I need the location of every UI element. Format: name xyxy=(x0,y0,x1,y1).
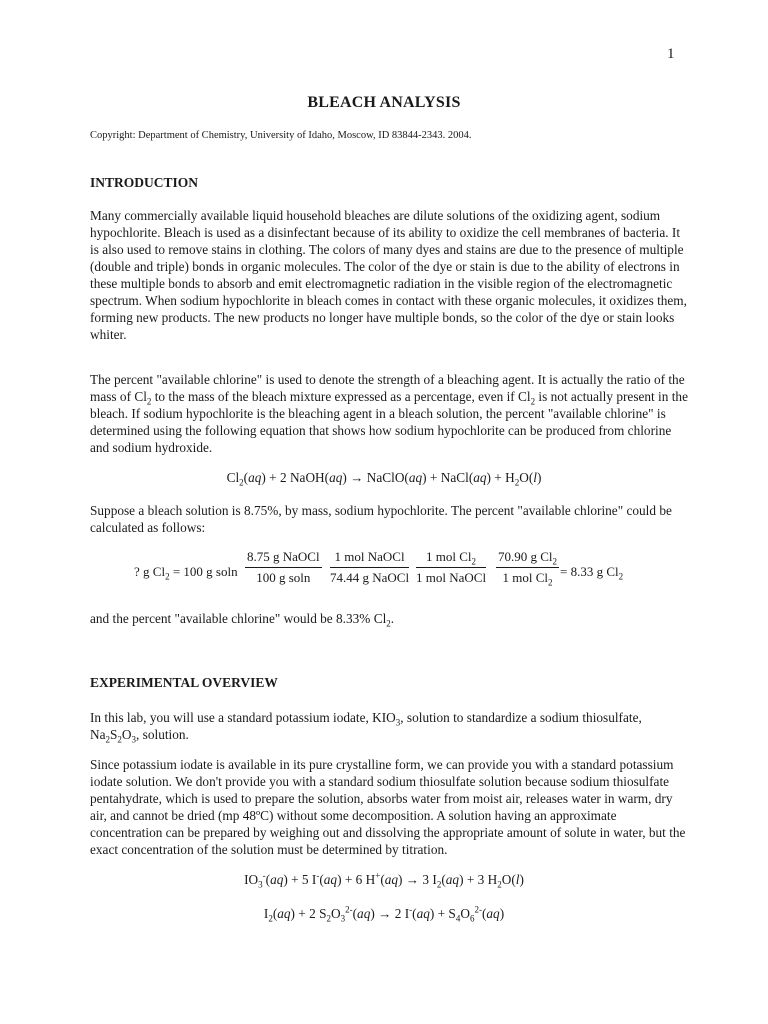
introduction-heading: INTRODUCTION xyxy=(90,175,199,190)
intro-paragraph-3 xyxy=(90,502,690,536)
equation-iodine-thiosulfate: $I_2(aq) + 2$ $S_2O_3^{2-}(aq) \to 2$ $I^-(aq) + S_4O_6^{2-}(aq)$ xyxy=(263,904,505,924)
subscript: 2 xyxy=(146,396,152,407)
equation-iodate-iodide: $IO_3^-(aq) + 5$ I-(aq) + 6 H+(aq) → 3 $I_2(aq) + 3$ $H_2O(l)$ xyxy=(244,870,524,890)
eq-state: aq xyxy=(323,872,338,887)
subscript: 3 xyxy=(131,734,137,745)
subscript: 2 xyxy=(117,734,122,745)
fraction-3-denominator: 1 mol NaOCl xyxy=(416,570,487,585)
superscript: 2- xyxy=(345,904,353,915)
subscript: 2 xyxy=(514,477,520,488)
intro-paragraph-2-text xyxy=(90,371,690,456)
eq-state: aq xyxy=(277,906,291,921)
eq-part: ) xyxy=(519,872,524,887)
subscript: 2 xyxy=(618,571,624,582)
fraction-1 xyxy=(245,549,322,586)
text-run: to the mass of the bleach mixture expressed as a percentage, even if Cl xyxy=(151,389,531,404)
subscript: 2 xyxy=(165,571,170,582)
fraction-2-denominator: 74.44 g NaOCl xyxy=(330,570,410,585)
eq-part: ) + 3 H xyxy=(459,872,498,887)
intro-paragraph-1-text: Many commercially available liquid household bleaches are dilute solutions of the oxidizing agent, sodium hypochlorite. Bleach is used as a disinfectant because of its ability to oxidize the cell membranes of bacteria. It is also used to remove stains in clothing. The colors of many dyes and stains are due to the presence of multiple (double and triple) bonds in organic molecules. The color of the dye or stain is due to the ability of electrons in these multiple bonds to absorb and emit electromagnetic radiation in the visible region of the electromagnetic spectrum. When sodium hypochlorite in bleach comes in contact with these organic molecules, it oxidizes them, forming new products. The new products no longer have multiple bonds, so the color of the dye or stain looks whiter. xyxy=(90,208,687,342)
subscript: 3 xyxy=(258,879,263,890)
text-run: and the percent "available chlorine" would be 8.33% Cl xyxy=(90,611,387,626)
superscript: - xyxy=(409,904,413,915)
calc-lhs-text: ? g Cl xyxy=(134,564,166,579)
calc-result xyxy=(560,564,623,580)
fraction-1-denominator: 100 g soln xyxy=(256,570,311,585)
subscript: 2 xyxy=(239,477,244,488)
eq-part: O( xyxy=(501,872,516,887)
eq-part: ) + S xyxy=(429,906,456,921)
document-title: BLEACH ANALYSIS xyxy=(307,94,461,111)
eq-part: O xyxy=(460,906,470,921)
eq-part: ) → 2 I xyxy=(370,906,410,921)
fraction-4-numerator-text: 70.90 g Cl xyxy=(498,549,553,564)
calc-eq-sign: = 100 g soln xyxy=(169,564,238,579)
fraction-4-denominator xyxy=(496,568,559,586)
exp-paragraph-2-text: Since potassium iodate is available in its pure crystalline form, we can provide you with a standard potassium iodate solution. We don't provide you with a standard sodium thiosulfate solution because sodium thiosulfate pentahydrate, which is used to prepare the solution, absorbs water from moist air, releases water in warm, dry air, and cannot be dried (mp 48ºC) without some decomposition. A solution having an approximate concentration can be prepared by weighing out and dissolving the appropriate amount of solute in water, but the exact concentration of the solution must be determined by titration. xyxy=(90,757,686,857)
subscript: 2 xyxy=(548,577,553,588)
eq-state: aq xyxy=(329,470,343,485)
fraction-4-numerator xyxy=(496,549,559,568)
calc-lhs xyxy=(134,564,238,580)
fraction-2-numerator: 1 mol NaOCl xyxy=(330,549,409,568)
eq-part: ) → 3 I xyxy=(398,872,437,887)
exp-paragraph-1-text xyxy=(90,709,690,743)
eq-state: aq xyxy=(486,906,500,921)
text-run: , solution. xyxy=(136,727,189,742)
eq-state: aq xyxy=(445,872,460,887)
eq-part: ) + NaCl( xyxy=(422,470,474,485)
fraction-2 xyxy=(330,549,409,586)
eq-state: aq xyxy=(384,872,399,887)
page-number: 1 xyxy=(667,46,675,62)
subscript: 3 xyxy=(395,717,401,728)
eq-state: aq xyxy=(408,470,423,485)
intro-paragraph-2 xyxy=(90,371,690,456)
eq-part: O xyxy=(331,906,341,921)
text-run: . xyxy=(390,611,395,626)
superscript: 2- xyxy=(474,904,482,915)
fraction-3-numerator xyxy=(416,549,486,568)
text-run: is not actually present in the bleach. If sodium hypochlorite is the bleaching agent in a bleach solution, the percent "available chlorine" is determined using the following equation that shows how sodium hypochlorite can be produced from chlorine and sodium hydroxide. xyxy=(90,389,688,455)
eq-part: ) + 5 I xyxy=(283,872,317,887)
eq-part: ) + 2 S xyxy=(290,906,327,921)
intro-paragraph-1 xyxy=(90,207,690,343)
eq-state: aq xyxy=(248,470,262,485)
copyright-line: Copyright: Department of Chemistry, University of Idaho, Moscow, ID 83844-2343. 2004. xyxy=(90,130,472,141)
intro-paragraph-3-text: Suppose a bleach solution is 8.75%, by mass, sodium hypochlorite. The percent "available chlorine" could be calculated as follows: xyxy=(90,503,672,535)
subscript: 6 xyxy=(469,913,475,924)
exp-paragraph-2 xyxy=(90,756,690,858)
eq-part: ) + 6 H xyxy=(337,872,376,887)
eq-state: aq xyxy=(357,906,371,921)
superscript: + xyxy=(375,870,381,881)
eq-part: ) xyxy=(499,906,505,921)
subscript: 2 xyxy=(386,618,391,629)
subscript: 2 xyxy=(552,556,558,567)
eq-part: O( xyxy=(519,470,534,485)
eq-state: aq xyxy=(270,872,284,887)
eq-part: IO xyxy=(244,872,259,887)
subscript: 2 xyxy=(326,913,331,924)
eq-state: aq xyxy=(473,470,487,485)
subscript: 2 xyxy=(436,879,442,890)
equation-chlorine-naoh: $Cl_2(aq) + 2$ NaOH(aq) → NaClO(aq) + NaCl(aq) + $H_2O(l)$ xyxy=(226,470,542,488)
exp-paragraph-1 xyxy=(90,709,690,743)
subscript: 2 xyxy=(471,556,477,567)
subscript: 4 xyxy=(455,913,461,924)
calc-result-text: = 8.33 g Cl xyxy=(560,564,619,579)
fraction-3 xyxy=(416,549,486,586)
subscript: 2 xyxy=(105,734,111,745)
text-run: S xyxy=(110,727,118,742)
eq-part: ) + 2 NaOH( xyxy=(261,470,330,485)
eq-part: Cl xyxy=(226,470,240,485)
eq-state: l xyxy=(515,872,520,887)
subscript: 2 xyxy=(530,396,536,407)
intro-paragraph-4 xyxy=(90,610,690,627)
eq-part: ) + H xyxy=(486,470,515,485)
superscript: - xyxy=(316,870,320,881)
subscript: 2 xyxy=(497,879,502,890)
text-run: , solution to standardize a sodium thiosulfate, Na xyxy=(90,710,642,742)
fraction-1-numerator: 8.75 g NaOCl xyxy=(245,549,322,568)
fraction-4 xyxy=(496,549,559,586)
text-run: The percent "available chlorine" is used to denote the strength of a bleaching agent. It is actually the ratio of the mass of Cl xyxy=(90,372,685,404)
eq-part: I xyxy=(263,906,269,921)
fraction-4-denominator-text: 1 mol Cl xyxy=(502,570,549,585)
subscript: 3 xyxy=(340,913,346,924)
experimental-overview-heading: EXPERIMENTAL OVERVIEW xyxy=(90,675,278,690)
superscript: - xyxy=(262,870,266,881)
fraction-3-numerator-text: 1 mol Cl xyxy=(426,549,472,564)
text-run: In this lab, you will use a standard potassium iodate, KIO xyxy=(90,710,396,725)
subscript: 2 xyxy=(268,913,273,924)
intro-paragraph-4-text xyxy=(90,610,690,627)
eq-state: l xyxy=(533,470,537,485)
text-run: O xyxy=(121,727,132,742)
eq-part: ) → NaClO( xyxy=(342,470,409,485)
eq-part: ) xyxy=(536,470,542,485)
eq-state: aq xyxy=(416,906,430,921)
